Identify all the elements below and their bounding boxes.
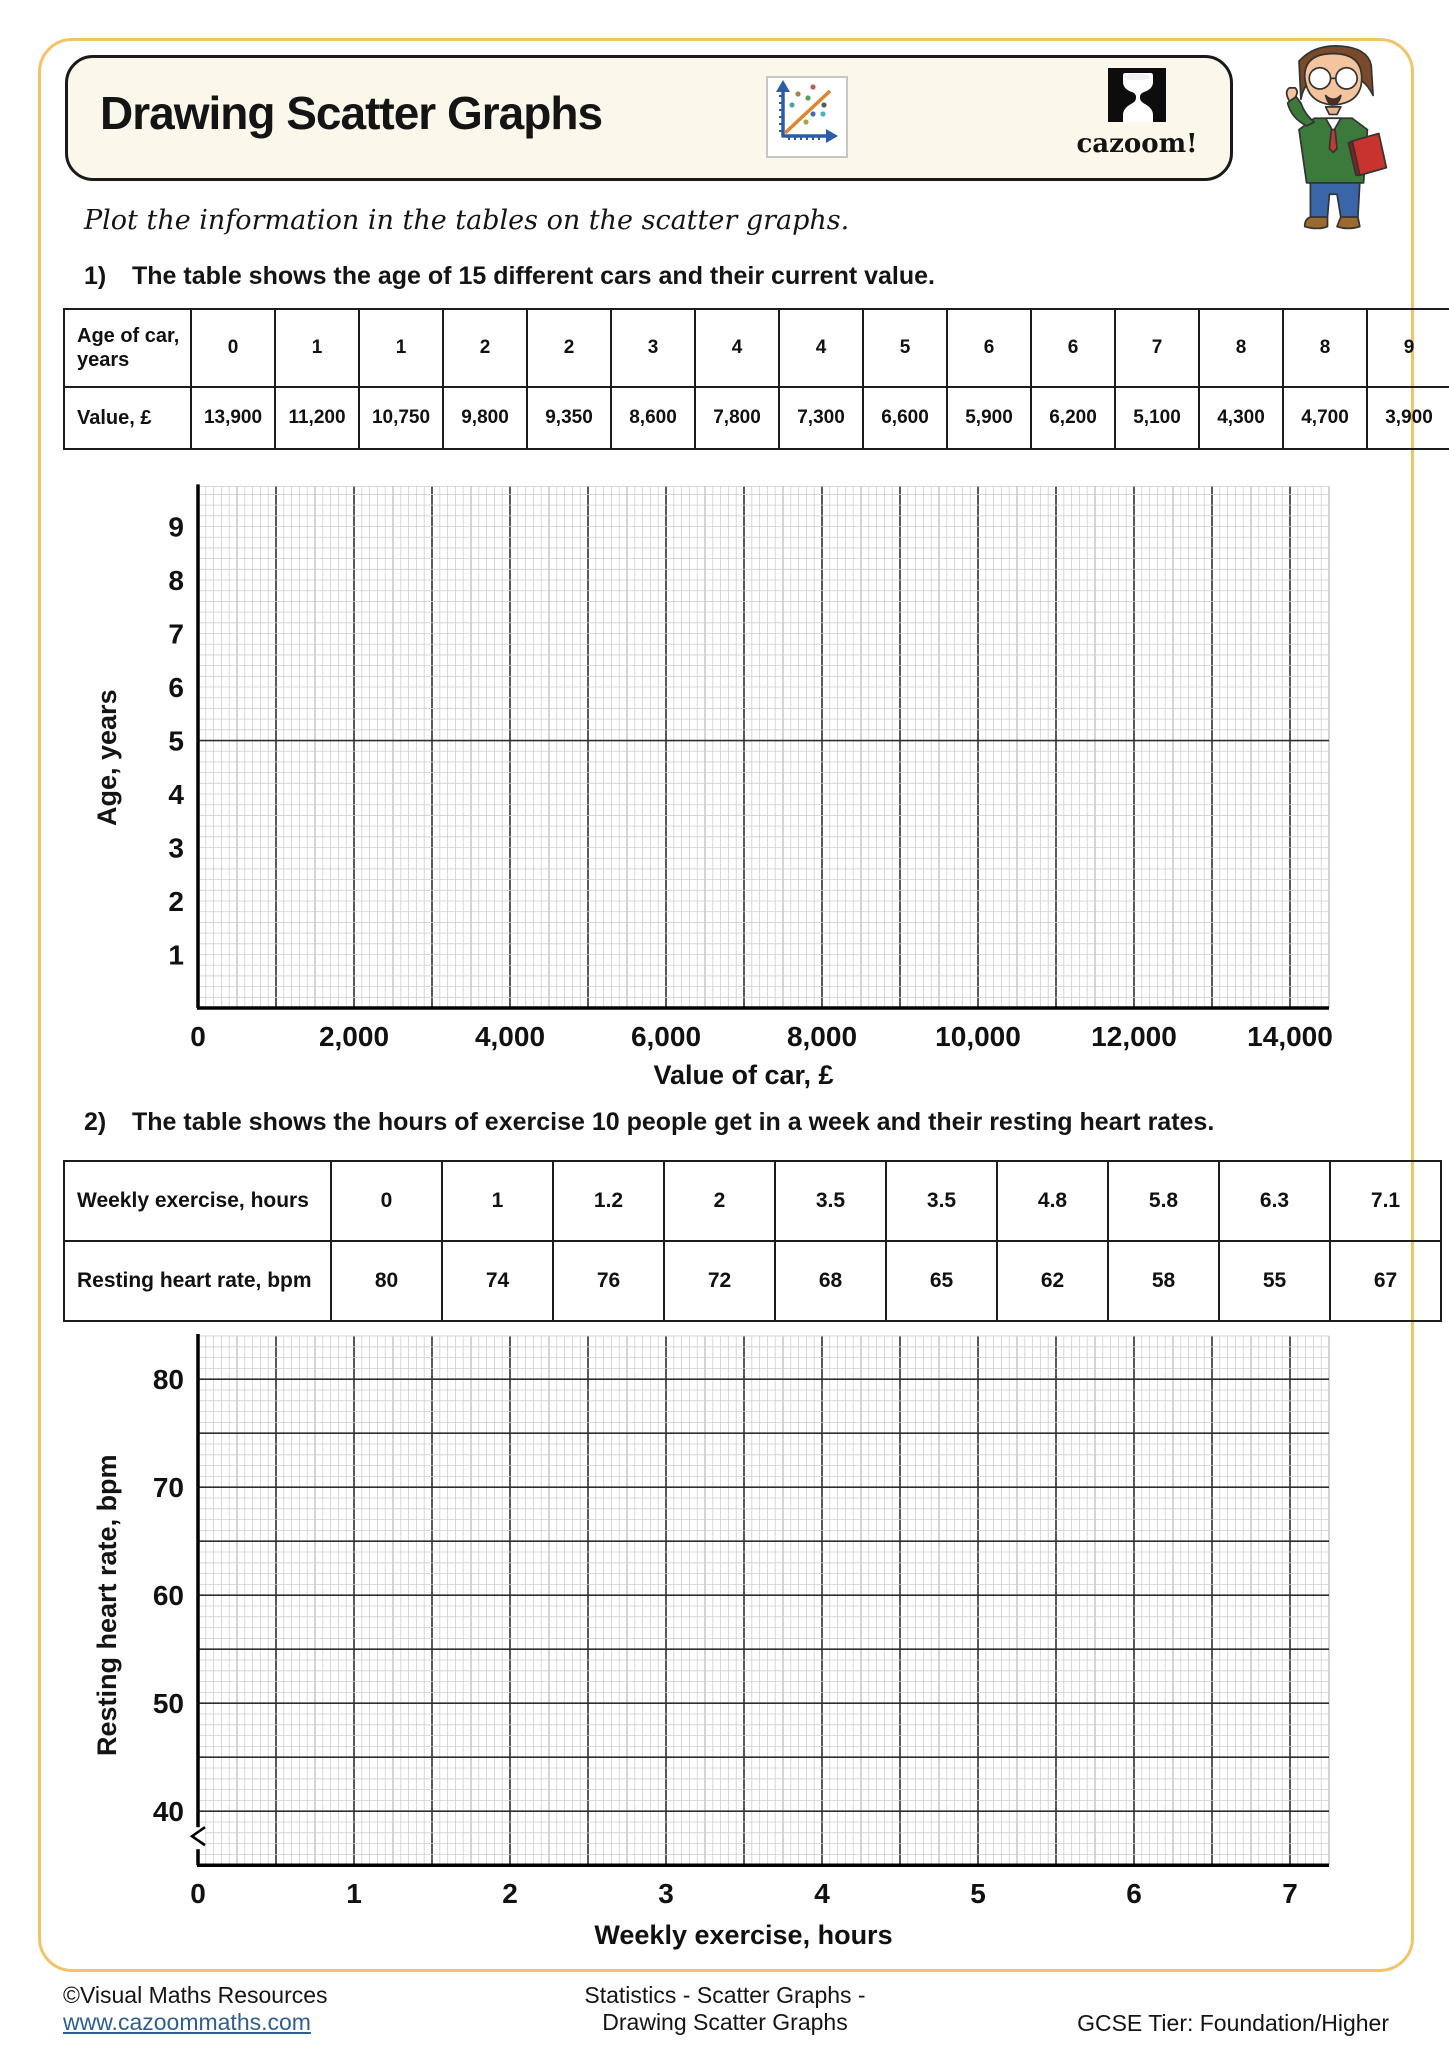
svg-text:1: 1	[168, 939, 184, 971]
question-2-text: The table shows the hours of exercise 10 people get in a week and their resting heart rates.	[132, 1108, 1215, 1136]
table-cell: 58	[1108, 1241, 1219, 1321]
svg-text:2: 2	[168, 886, 184, 918]
footer-topic-line2: Drawing Scatter Graphs	[602, 2009, 848, 2035]
q2-table	[63, 1160, 1442, 1322]
table-cell: 1	[442, 1161, 553, 1241]
svg-text:8: 8	[168, 565, 184, 597]
q2-y-axis-label: Resting heart rate, bpm	[92, 1454, 122, 1756]
q1-y-axis-label: Age, years	[92, 689, 122, 827]
svg-text:80: 80	[152, 1364, 184, 1396]
table-cell: 62	[997, 1241, 1108, 1321]
table-cell: 0	[331, 1161, 442, 1241]
q1-row2-header: Value, £	[64, 387, 191, 449]
q1-scatter-grid	[120, 478, 1360, 1103]
table-cell: 3.5	[886, 1161, 997, 1241]
table-cell: 3,900	[1367, 387, 1449, 449]
table-cell: 4	[779, 309, 863, 387]
svg-text:70: 70	[152, 1472, 184, 1504]
cazoom-drum-icon	[1108, 68, 1166, 122]
svg-text:14,000: 14,000	[1247, 1021, 1333, 1052]
svg-text:1: 1	[346, 1878, 362, 1909]
svg-text:6: 6	[168, 672, 184, 704]
q2-scatter-grid	[120, 1328, 1360, 1973]
table-cell: 4,700	[1283, 387, 1367, 449]
table-cell: 80	[331, 1241, 442, 1321]
svg-text:2: 2	[502, 1878, 518, 1909]
table-cell: 6	[947, 309, 1031, 387]
svg-text:2,000: 2,000	[318, 1021, 390, 1052]
table-cell: 7	[1115, 309, 1199, 387]
svg-text:7: 7	[168, 618, 184, 650]
svg-text:3: 3	[168, 832, 184, 864]
footer-tier: GCSE Tier: Foundation/Higher	[1077, 2010, 1389, 2036]
q2-row2-header: Resting heart rate, bpm	[64, 1241, 331, 1321]
svg-text:4: 4	[168, 779, 184, 811]
header	[65, 55, 1233, 181]
svg-text:4: 4	[814, 1878, 830, 1909]
svg-text:6: 6	[1126, 1878, 1142, 1909]
table-cell: 1	[275, 309, 359, 387]
svg-text:6,000: 6,000	[630, 1021, 702, 1052]
svg-text:0: 0	[190, 1878, 206, 1909]
svg-text:Value of car, £: Value of car, £	[653, 1060, 834, 1090]
table-cell: 7,800	[695, 387, 779, 449]
table-cell: 4	[695, 309, 779, 387]
teacher-illustration	[1242, 42, 1432, 247]
table-cell: 9	[1367, 309, 1449, 387]
table-cell: 72	[664, 1241, 775, 1321]
table-cell: 5	[863, 309, 947, 387]
scatter-graph-icon	[766, 76, 848, 158]
instruction-text: Plot the information in the tables on the scatter graphs.	[84, 205, 850, 236]
table-cell: 8	[1283, 309, 1367, 387]
svg-text:4,000: 4,000	[474, 1021, 546, 1052]
svg-text:10,000: 10,000	[935, 1021, 1021, 1052]
table-cell: 65	[886, 1241, 997, 1321]
question-2-number: 2)	[84, 1108, 107, 1136]
table-cell: 8	[1199, 309, 1283, 387]
table-cell: 3	[611, 309, 695, 387]
table-cell: 13,900	[191, 387, 275, 449]
table-cell: 74	[442, 1241, 553, 1321]
table-cell: 0	[191, 309, 275, 387]
table-cell: 11,200	[275, 387, 359, 449]
footer-website-link[interactable]: www.cazoommaths.com	[63, 2009, 311, 2035]
table-cell: 6,200	[1031, 387, 1115, 449]
table-cell: 2	[443, 309, 527, 387]
q1-row1-header: Age of car, years	[64, 309, 191, 387]
svg-text:7: 7	[1282, 1878, 1298, 1909]
footer-topic-line1: Statistics - Scatter Graphs -	[584, 1982, 866, 2008]
table-cell: 9,800	[443, 387, 527, 449]
brand-name: cazoom!	[1076, 129, 1198, 159]
q1-table	[63, 308, 1449, 450]
svg-text:0: 0	[190, 1021, 206, 1052]
table-cell: 9,350	[527, 387, 611, 449]
table-cell: 8,600	[611, 387, 695, 449]
question-1-heading	[84, 262, 935, 291]
question-2-heading	[84, 1108, 1214, 1137]
svg-text:60: 60	[152, 1580, 184, 1612]
question-1-text: The table shows the age of 15 different cars and their current value.	[132, 262, 935, 290]
table-cell: 7.1	[1330, 1161, 1441, 1241]
svg-text:50: 50	[152, 1688, 184, 1720]
svg-text:3: 3	[658, 1878, 674, 1909]
q2-row1-header: Weekly exercise, hours	[64, 1161, 331, 1241]
table-cell: 2	[664, 1161, 775, 1241]
table-cell: 10,750	[359, 387, 443, 449]
table-cell: 5,900	[947, 387, 1031, 449]
svg-text:5: 5	[168, 725, 184, 757]
table-cell: 5,100	[1115, 387, 1199, 449]
svg-text:8,000: 8,000	[786, 1021, 858, 1052]
table-cell: 6	[1031, 309, 1115, 387]
table-cell: 5.8	[1108, 1161, 1219, 1241]
svg-text:Weekly exercise, hours: Weekly exercise, hours	[594, 1920, 893, 1950]
table-cell: 2	[527, 309, 611, 387]
table-cell: 67	[1330, 1241, 1441, 1321]
table-cell: 55	[1219, 1241, 1330, 1321]
table-cell: 1	[359, 309, 443, 387]
svg-text:5: 5	[970, 1878, 986, 1909]
table-cell: 4.8	[997, 1161, 1108, 1241]
svg-text:9: 9	[168, 511, 184, 543]
question-1-number: 1)	[84, 262, 107, 290]
table-cell: 1.2	[553, 1161, 664, 1241]
svg-text:12,000: 12,000	[1091, 1021, 1177, 1052]
table-cell: 4,300	[1199, 387, 1283, 449]
brand-logo	[1072, 68, 1202, 159]
table-cell: 76	[553, 1241, 664, 1321]
table-cell: 6,600	[863, 387, 947, 449]
footer-copyright: ©Visual Maths Resources	[63, 1982, 328, 2008]
table-cell: 68	[775, 1241, 886, 1321]
table-cell: 7,300	[779, 387, 863, 449]
table-cell: 6.3	[1219, 1161, 1330, 1241]
table-cell: 3.5	[775, 1161, 886, 1241]
page-title: Drawing Scatter Graphs	[100, 87, 603, 139]
svg-text:40: 40	[152, 1796, 184, 1828]
